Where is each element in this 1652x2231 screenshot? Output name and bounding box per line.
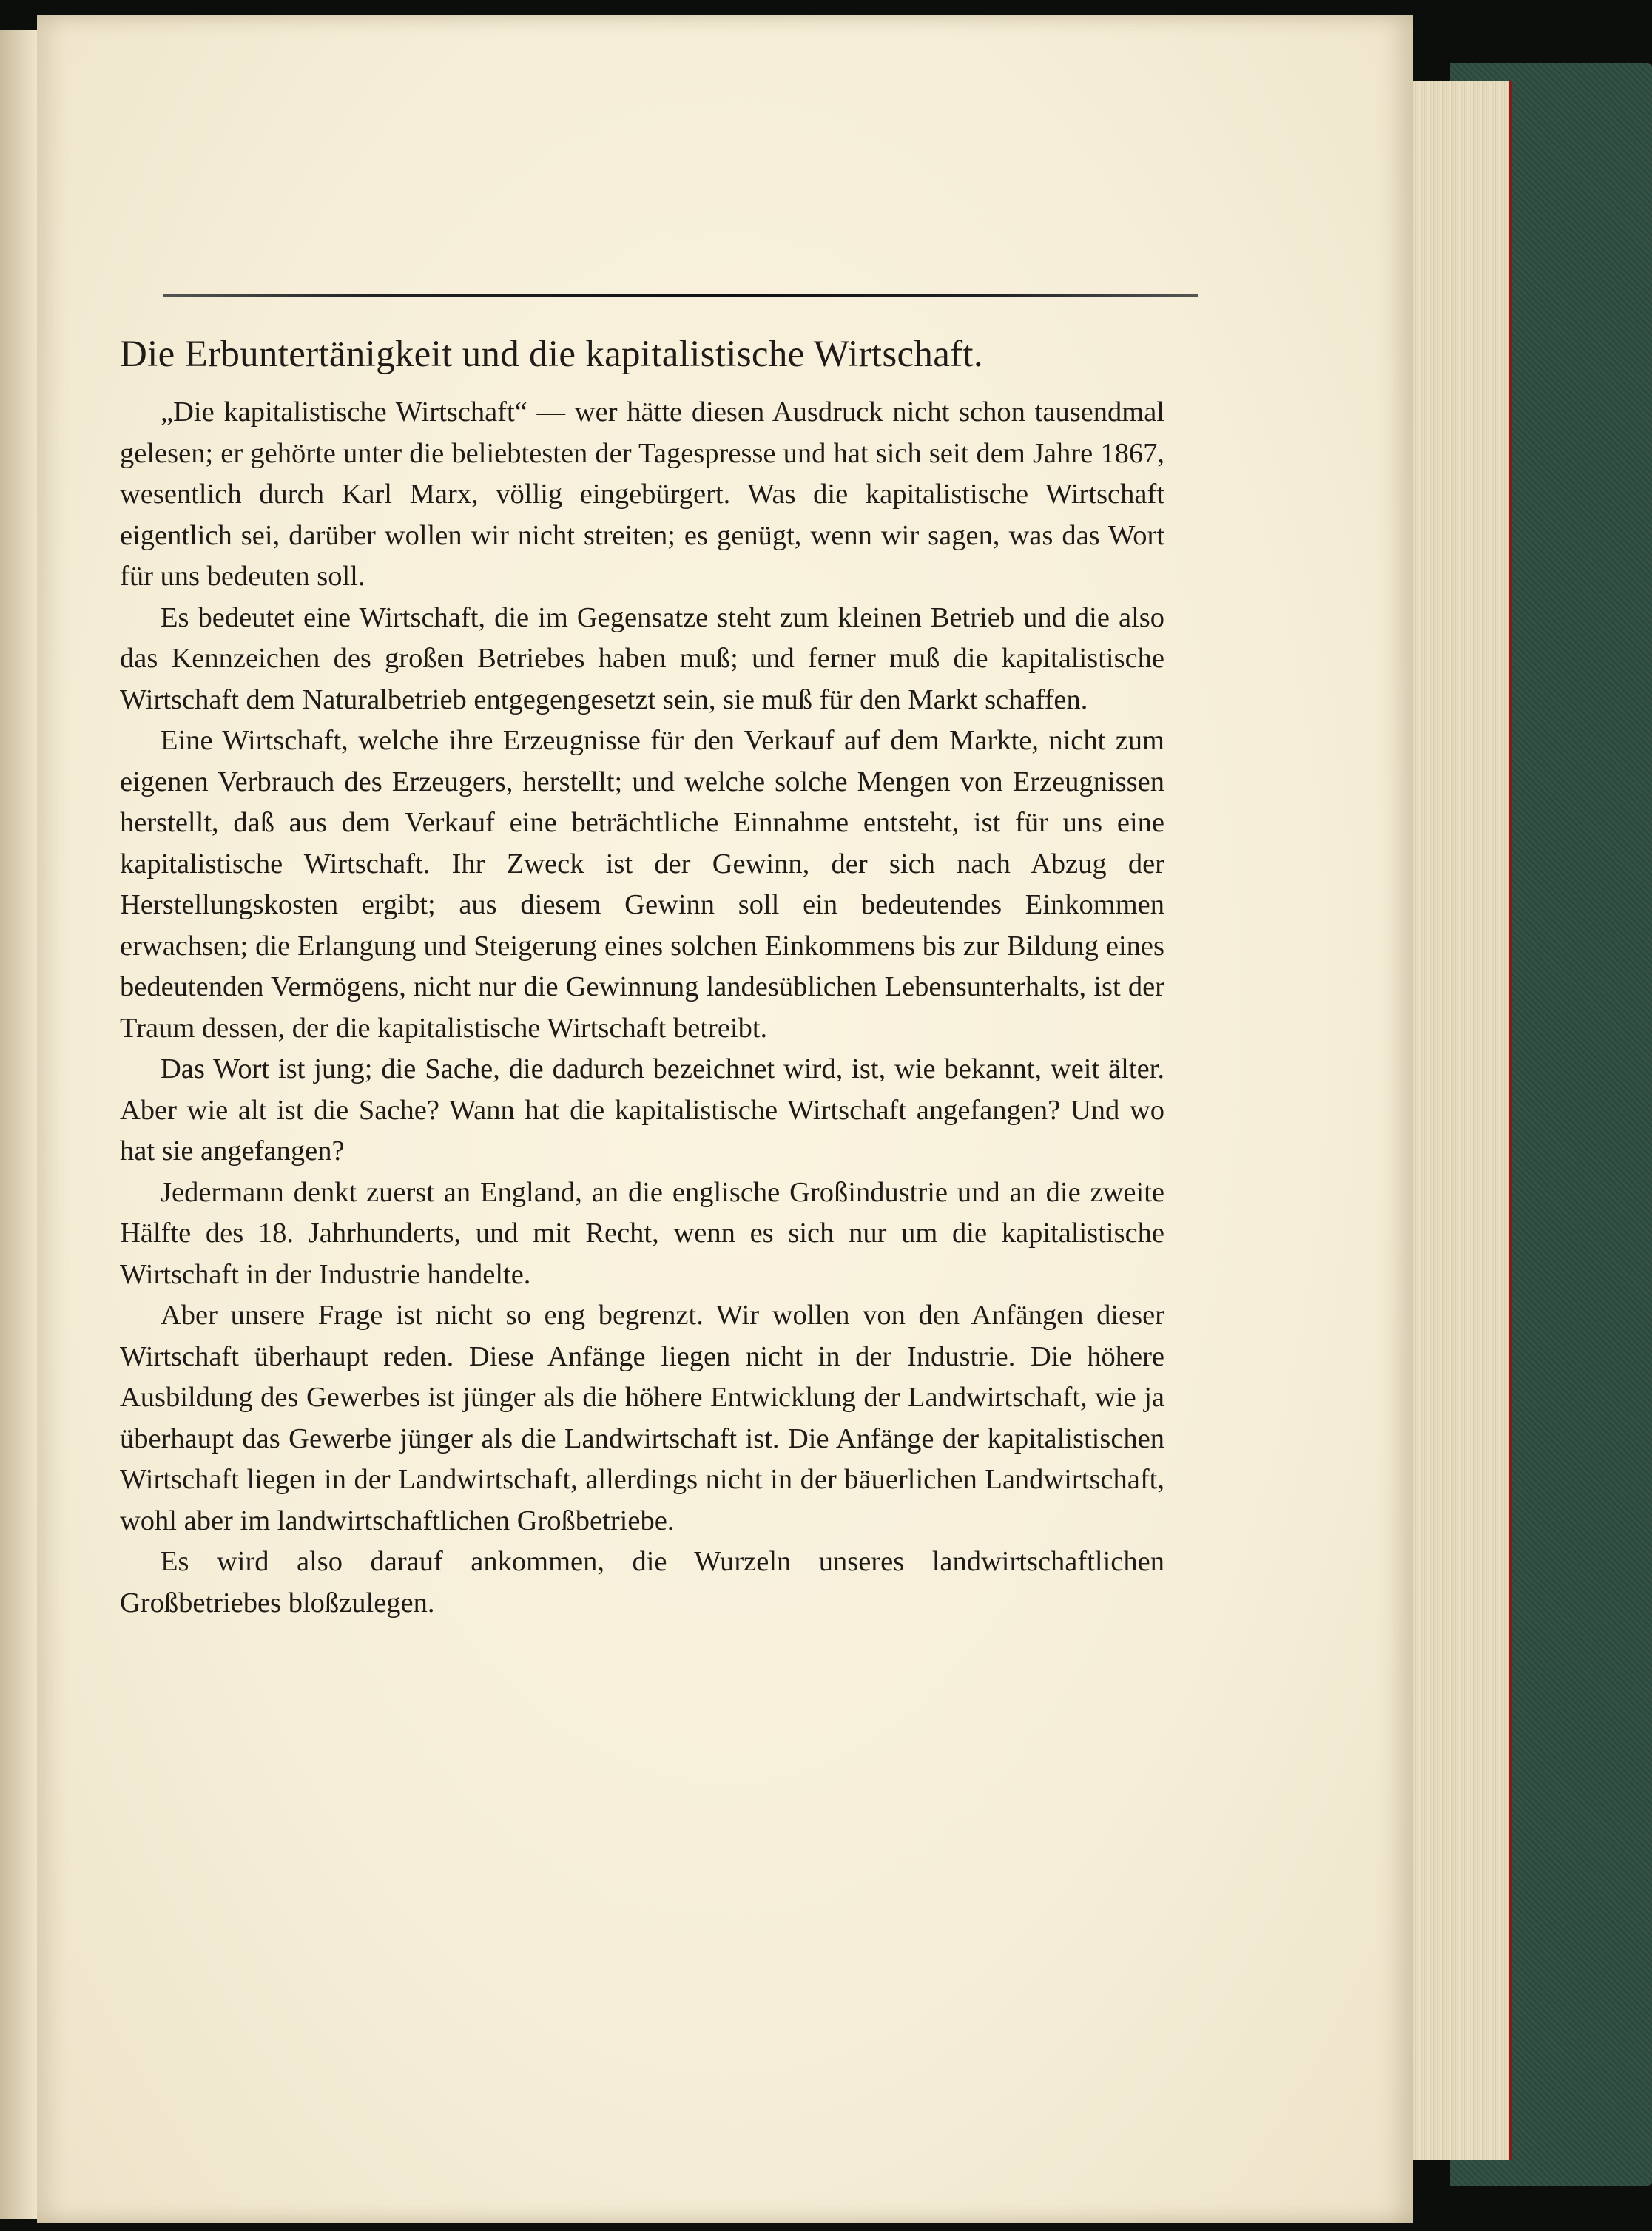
paragraph: Es bedeutet eine Wirtschaft, die im Gegensatze steht zum kleinen Betrieb und die also das Kennzeichen des großen Betriebes haben muß; und ferner muß die kapitalistische Wirtschaft dem Naturalbetrieb entgegengesetzt sein, sie muß für den Markt schaffen. xyxy=(120,601,1164,715)
header-rule xyxy=(163,294,1198,297)
paragraph: Aber unsere Frage ist nicht so eng begrenzt. Wir wollen von den Anfängen dieser Wirtschaft überhaupt reden. Diese Anfänge liegen nicht in der Industrie. Die höhere Ausbildung des Gewerbes ist jünger als die höhere Entwicklung der Landwirtschaft, wie ja überhaupt das Gewerbe jünger als die Landwirtschaft ist. Die Anfänge der kapitalistischen Wirtschaft liegen in der Landwirtschaft, allerdings nicht in der bäuerlichen Landwirtschaft, wohl aber im landwirtschaftlichen Großbetriebe. xyxy=(120,1300,1164,1536)
left-page-edge xyxy=(0,30,37,2219)
paragraph: „Die kapitalistische Wirtschaft“ — wer hätte diesen Ausdruck nicht schon tausendmal gelesen; er gehörte unter die beliebtesten der Tagespresse und hat sich seit dem Jahre 1867, wesentlich durch Karl Marx, völlig eingebürgert. Was die kapitalistische Wirtschaft eigentlich sei, darüber wollen wir nicht streiten; es genügt, wenn wir sagen, was das Wort für uns bedeuten soll. xyxy=(120,396,1164,592)
paragraph: Jedermann denkt zuerst an England, an die englische Großindustrie und an die zweite Hälfte des 18. Jahrhunderts, und mit Recht, wenn es sich nur um die kapitalistische Wirtschaft in der Industrie handelte. xyxy=(120,1176,1164,1290)
paragraph: Das Wort ist jung; die Sache, die dadurch bezeichnet wird, ist, wie bekannt, weit älter. Aber wie alt ist die Sache? Wann hat die kapitalistische Wirtschaft angefangen? Und wo hat sie angefangen? xyxy=(120,1053,1164,1167)
chapter-heading: Die Erbuntertänigkeit und die kapitalistische Wirtschaft. xyxy=(120,334,983,375)
page-content xyxy=(120,333,1164,1624)
paragraph: Es wird also darauf ankommen, die Wurzeln unseres landwirtschaftlichen Großbetriebes bloßzulegen. xyxy=(120,1546,1164,1619)
page-edges xyxy=(1398,81,1512,2160)
paragraph: Eine Wirtschaft, welche ihre Erzeugnisse für den Verkauf auf dem Markte, nicht zum eigenen Verbrauch des Erzeugers, herstellt; und welche solche Mengen von Erzeugnissen herstellt, daß aus dem Verkauf eine beträchtliche Einnahme entsteht, ist für uns eine kapitalistische Wirtschaft. Ihr Zweck ist der Gewinn, der sich nach Abzug der Herstellungskosten ergibt; aus diesem Gewinn soll ein bedeutendes Einkommen erwachsen; die Erlangung und Steigerung eines solchen Einkommens bis zur Bildung eines bedeutenden Vermögens, nicht nur die Gewinnung landesüblichen Lebensunterhalts, ist der Traum dessen, der die kapitalistische Wirtschaft betreibt. xyxy=(120,725,1164,1044)
